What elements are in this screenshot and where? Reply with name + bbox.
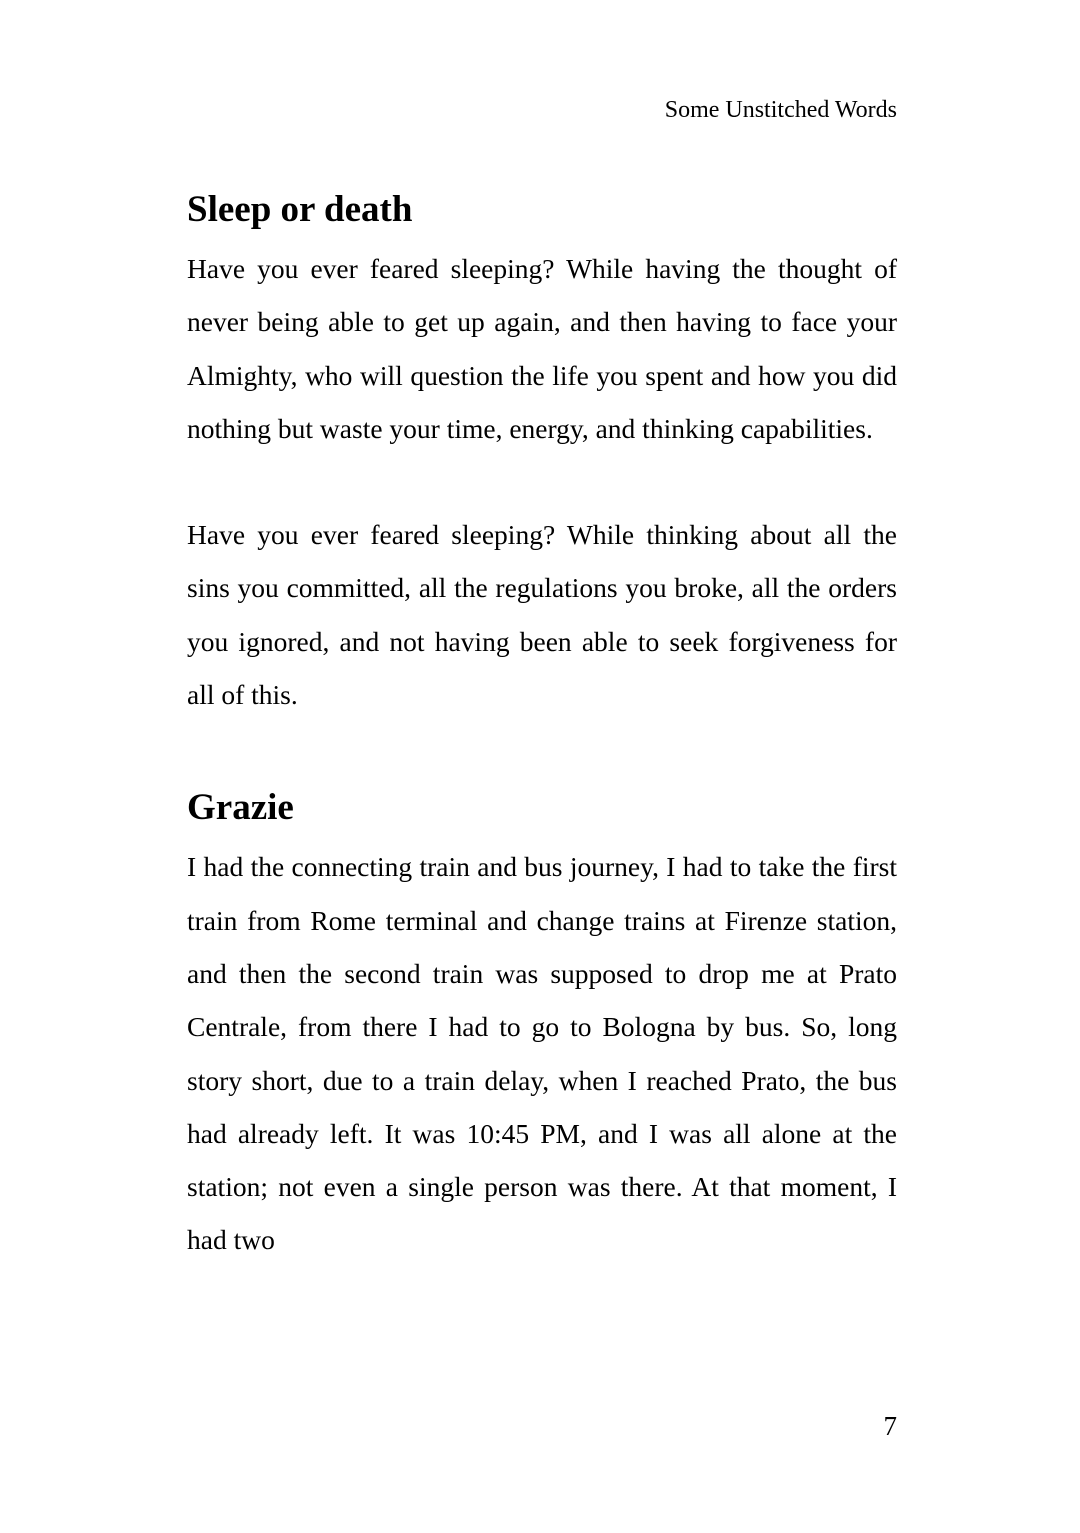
section-title-sleep-or-death: Sleep or death <box>187 189 413 230</box>
paragraph: Have you ever feared sleeping? While thinking about all the sins you committed, all the regulations you broke, all the orders you ignored, and not having been able to seek forgiveness for all of this. <box>187 519 897 711</box>
page-number: 7 <box>883 1411 897 1441</box>
running-header: Some Unstitched Words <box>664 97 897 123</box>
section-title-grazie: Grazie <box>187 787 294 829</box>
paragraph: I had the connecting train and bus journey, I had to take the first train from Rome terminal and change trains at Firenze station, and then the second train was supposed to drop me at Prato Centrale, from there I had to go to Bologna by bus. So, long story short, due to a train delay, when I reached Prato, the bus had already left. It was 10:45 PM, and I was all alone at the station; not even a single person was there. At that moment, I had two <box>187 851 897 1256</box>
page-body <box>187 184 897 1267</box>
paragraph: Have you ever feared sleeping? While having the thought of never being able to get up again, and then having to face your Almighty, who will question the life you spent and how you did nothing but waste your time, energy, and thinking capabilities. <box>187 253 897 444</box>
